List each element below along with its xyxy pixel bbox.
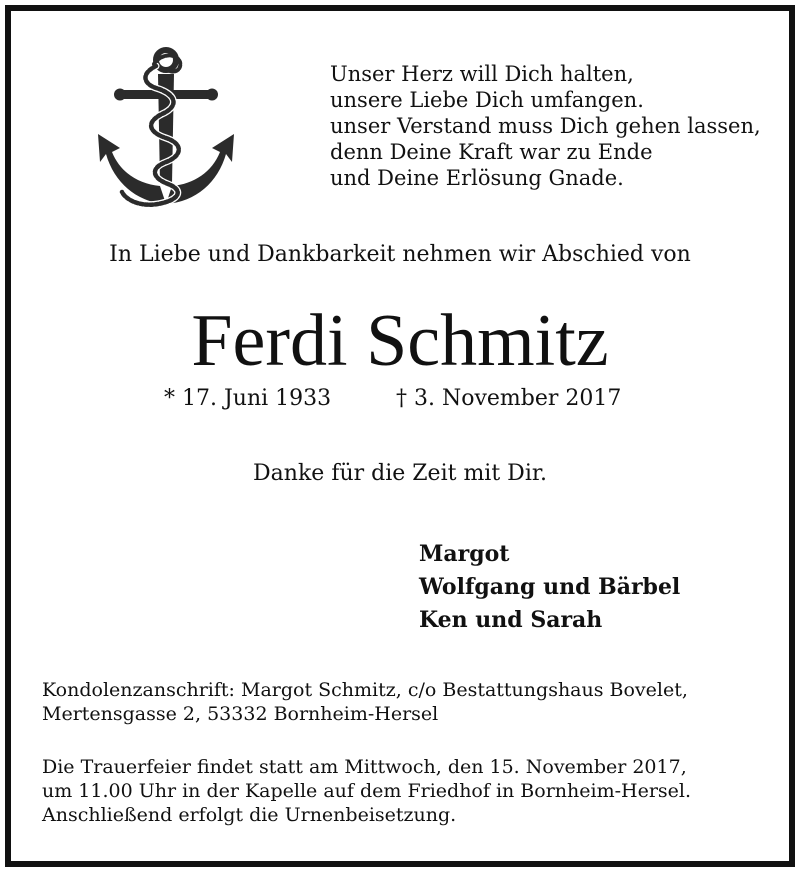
poem-line: Unser Herz will Dich halten, <box>330 62 634 86</box>
ceremony-line: Anschließend erfolgt die Urnenbeisetzung. <box>42 804 457 826</box>
anchor-icon <box>96 44 236 214</box>
family-member: Ken und Sarah <box>419 607 603 633</box>
condolence-line: Mertensgasse 2, 53332 Bornheim-Hersel <box>42 703 439 725</box>
poem-line: unser Verstand muss Dich gehen lassen, <box>330 114 761 138</box>
birth-date: * 17. Juni 1933 <box>164 386 332 411</box>
poem-line: unsere Liebe Dich umfangen. <box>330 88 644 112</box>
family-signatures <box>419 538 680 637</box>
family-member: Wolfgang und Bärbel <box>419 574 681 600</box>
thanks-line: Danke für die Zeit mit Dir. <box>253 461 547 486</box>
farewell-intro: In Liebe und Dankbarkeit nehmen wir Abschied von <box>109 242 691 267</box>
deceased-name: Ferdi Schmitz <box>191 300 609 382</box>
ceremony-info <box>42 755 691 827</box>
ceremony-line: um 11.00 Uhr in der Kapelle auf dem Friedhof in Bornheim-Hersel. <box>42 780 692 802</box>
family-member: Margot <box>419 541 510 567</box>
poem <box>330 61 761 191</box>
poem-line: und Deine Erlösung Gnade. <box>330 166 624 190</box>
condolence-line: Kondolenzanschrift: Margot Schmitz, c/o Bestattungshaus Bovelet, <box>42 679 688 701</box>
poem-line: denn Deine Kraft war zu Ende <box>330 140 653 164</box>
condolence-address <box>42 678 688 726</box>
ceremony-line: Die Trauerfeier findet statt am Mittwoch, den 15. November 2017, <box>42 756 687 778</box>
death-date: † 3. November 2017 <box>396 386 622 411</box>
